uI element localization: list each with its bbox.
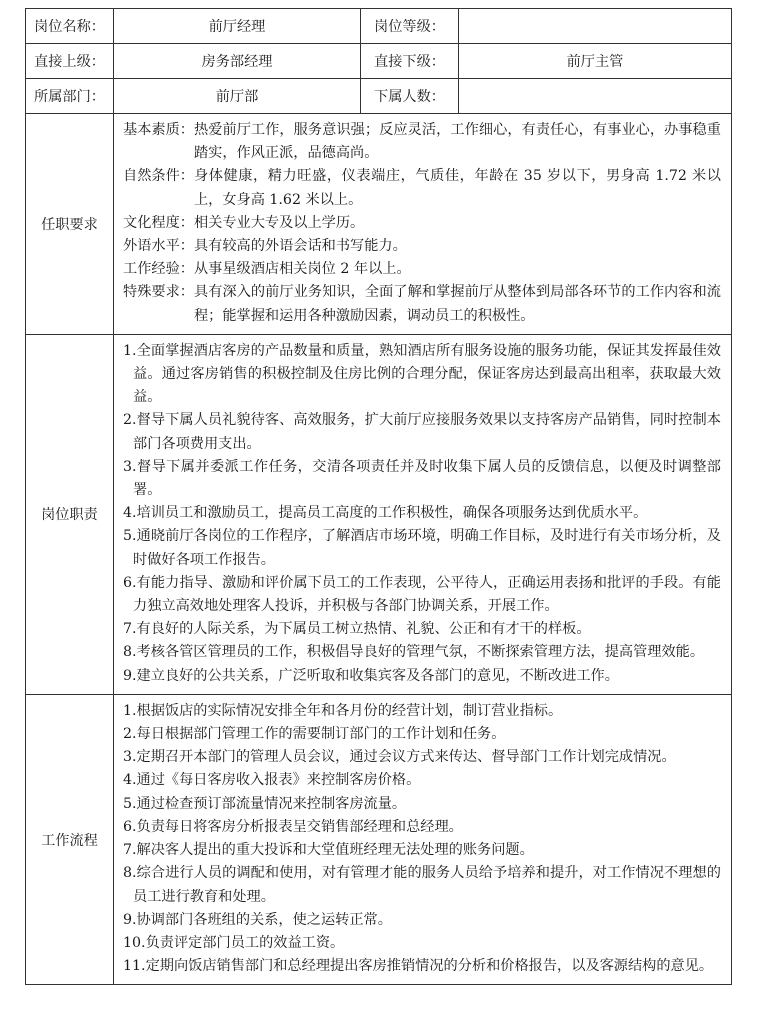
requirement-key: 文化程度：	[123, 214, 194, 231]
requirements-label: 任职要求	[26, 114, 114, 335]
direct-superior-value: 房务部经理	[114, 44, 361, 79]
row-requirements	[26, 114, 732, 335]
workflow-item: 10.负责评定部门员工的效益工资。	[123, 934, 345, 951]
workflow-item: 7.解决客人提出的重大投诉和大堂值班经理无法处理的账务问题。	[123, 842, 534, 859]
requirement-key: 特殊要求：	[123, 284, 194, 301]
requirement-key: 外语水平：	[123, 238, 194, 255]
direct-subordinate-label: 直接下级：	[361, 44, 459, 79]
duty-item: 8.考核各管区管理员的工作，积极倡导良好的管理气氛，不断探索管理方法，提高管理效能。	[123, 644, 705, 661]
duty-item: 7.有良好的人际关系，为下属员工树立热情、礼貌、公正和有才干的样板。	[123, 621, 591, 638]
workflow-label: 工作流程	[26, 694, 114, 984]
department-value: 前厅部	[114, 79, 361, 114]
workflow-item: 1.根据饭店的实际情况安排全年和各月份的经营计划，制订营业指标。	[123, 702, 563, 719]
requirement-item	[123, 119, 721, 165]
workflow-item: 9.协调部门各班组的关系，使之运转正常。	[123, 911, 392, 928]
requirement-key: 工作经验：	[123, 261, 194, 278]
requirement-text: 从事星级酒店相关岗位 2 年以上。	[193, 261, 411, 278]
requirement-text: 具有较高的外语会话和书写能力。	[193, 238, 407, 255]
duties-content	[114, 334, 732, 694]
workflow-item: 6.负责每日将客房分析报表呈交销售部经理和总经理。	[123, 818, 463, 835]
subordinate-count-value	[459, 79, 732, 114]
requirement-item	[123, 235, 721, 258]
duty-item: 9.建立良好的公共关系，广泛听取和收集宾客及各部门的意见，不断改进工作。	[123, 667, 619, 684]
row-workflow	[26, 694, 732, 984]
requirement-key: 自然条件：	[123, 168, 194, 185]
requirements-content	[114, 114, 732, 335]
workflow-item: 3.定期召开本部门的管理人员会议，通过会议方式来传达、督导部门工作计划完成情况。	[123, 749, 676, 766]
direct-superior-label: 直接上级：	[26, 44, 114, 79]
workflow-item: 5.通过检查预订部流量情况来控制客房流量。	[123, 795, 407, 812]
department-label: 所属部门：	[26, 79, 114, 114]
duty-item: 5.通晓前厅各岗位的工作程序，了解酒店市场环境，明确工作目标，及时进行有关市场分析，及时做好各项工作报告。	[123, 528, 721, 568]
position-level-value	[459, 9, 732, 44]
requirement-item	[123, 165, 721, 211]
requirement-item	[123, 281, 721, 327]
requirement-key: 基本素质：	[123, 122, 194, 138]
workflow-content	[114, 694, 732, 984]
requirement-text: 热爱前厅工作，服务意识强；反应灵活，工作细心，有责任心，有事业心，办事稳重踏实，作风正派，品德高尚。	[193, 122, 721, 162]
row-position	[26, 9, 732, 44]
job-description-table	[25, 8, 732, 985]
requirement-text: 相关专业大专及以上学历。	[193, 214, 365, 231]
requirement-item	[123, 258, 721, 281]
duty-item: 6.有能力指导、激励和评价属下员工的工作表现，公平待人，正确运用表扬和批评的手段。有能力独立高效地处理客人投诉，并积极与各部门协调关系，开展工作。	[123, 574, 721, 615]
requirement-text: 身体健康，精力旺盛，仪表端庄，气质佳，年龄在 35 岁以下，男身高 1.72 米以上，女身高 1.62 米以上。	[193, 168, 721, 208]
workflow-item: 11.定期向饭店销售部门和总经理提出客房推销情况的分析和价格报告，以及客源结构的意见。	[123, 958, 714, 975]
workflow-item: 8.综合进行人员的调配和使用，对有管理才能的服务人员给予培养和提升，对工作情况不理想的员工进行教育和处理。	[123, 865, 721, 905]
row-duties	[26, 334, 732, 694]
requirement-text: 具有深入的前厅业务知识，全面了解和掌握前厅从整体到局部各环节的工作内容和流程；能掌握和运用各种激励因素，调动员工的积极性。	[193, 284, 721, 324]
position-name-value: 前厅经理	[114, 9, 361, 44]
workflow-item: 2.每日根据部门管理工作的需要制订部门的工作计划和任务。	[123, 726, 506, 743]
duty-item: 1.全面掌握酒店客房的产品数量和质量，熟知酒店所有服务设施的服务功能，保证其发挥最佳效益。通过客房销售的积极控制及住房比例的合理分配，保证客房达到最高出租率，获取最大效益。	[123, 342, 721, 406]
row-reporting	[26, 44, 732, 79]
subordinate-count-label: 下属人数：	[361, 79, 459, 114]
duty-item: 4.培训员工和激励员工，提高员工高度的工作积极性，确保各项服务达到优质水平。	[123, 505, 648, 522]
duty-item: 3.督导下属并委派工作任务，交清各项责任并及时收集下属人员的反馈信息，以便及时调整部署。	[123, 458, 721, 499]
direct-subordinate-value: 前厅主管	[459, 44, 732, 79]
duty-item: 2.督导下属人员礼貌待客、高效服务，扩大前厅应接服务效果以支持客房产品销售，同时控制本部门各项费用支出。	[123, 412, 721, 452]
position-name-label: 岗位名称：	[26, 9, 114, 44]
row-department	[26, 79, 732, 114]
duties-label: 岗位职责	[26, 334, 114, 694]
requirement-item	[123, 212, 721, 235]
workflow-item: 4.通过《每日客房收入报表》来控制客房价格。	[123, 772, 421, 789]
position-level-label: 岗位等级：	[361, 9, 459, 44]
